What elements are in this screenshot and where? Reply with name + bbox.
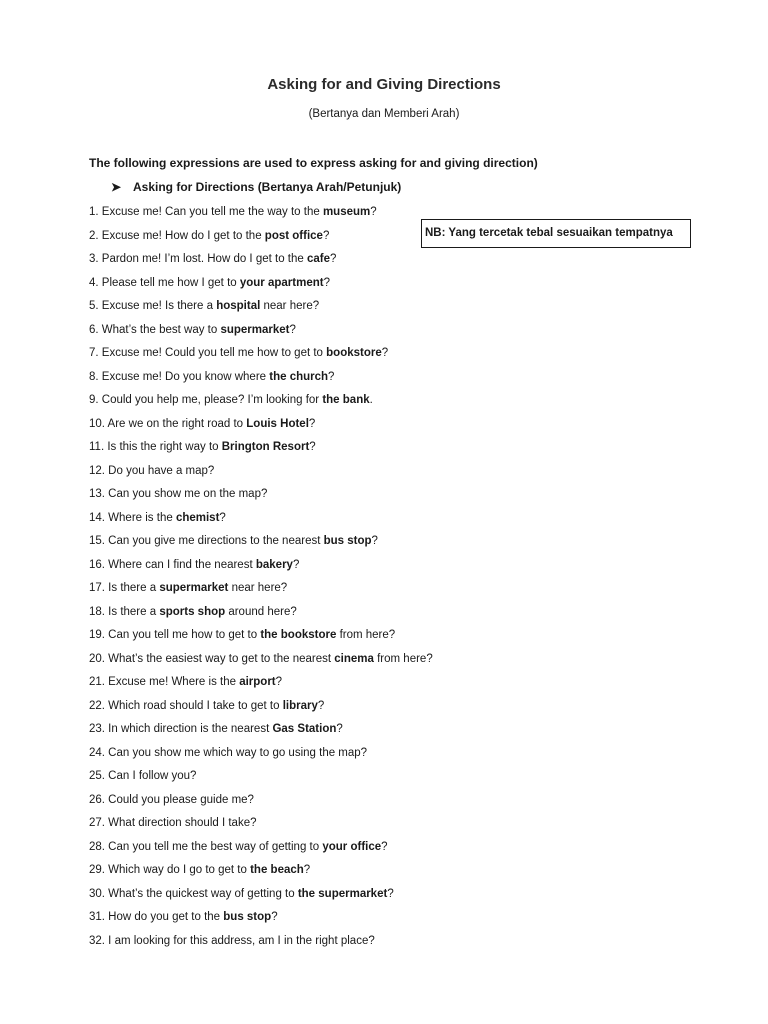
list-item-text: .	[369, 394, 373, 406]
list-item-text: 9. Could you help me, please? I’m looking for	[89, 394, 323, 406]
list-item-text: 32. I am looking for this address, am I in the right place?	[89, 934, 375, 947]
list-item-bold-text: your office	[322, 840, 382, 853]
list-item	[89, 201, 433, 225]
list-item-bold-text: the church	[269, 370, 329, 383]
list-item-text: 20. What’s the easiest way to get to the nearest	[89, 652, 335, 665]
note-box: NB: Yang tercetak tebal sesuaikan tempatnya	[421, 219, 691, 248]
list-item	[89, 671, 433, 695]
list-item-text: 22. Which road should I take to get to	[89, 699, 283, 712]
list-item-text: ?	[336, 723, 343, 735]
list-item-text: 4. Please tell me how I get to	[89, 276, 240, 289]
list-item-text: ?	[219, 511, 226, 524]
list-item-bold-text: Gas Station	[272, 723, 337, 735]
list-item-text: 27. What direction should I take?	[89, 817, 257, 829]
list-item-text: 13. Can you show me on the map?	[89, 488, 268, 500]
list-item-text: ?	[387, 887, 394, 900]
list-item-text: 23. In which direction is the nearest	[89, 723, 273, 735]
list-item-text: 24. Can you show me which way to go using the map?	[89, 746, 368, 759]
list-item-text: ?	[271, 911, 278, 923]
list-item-text: 5. Excuse me! Is there a	[89, 300, 217, 312]
list-item-text: ?	[323, 276, 330, 289]
section-heading	[111, 180, 401, 194]
list-item-text: ?	[292, 558, 300, 571]
list-item-text: ?	[322, 229, 330, 242]
list-item-text: 21. Excuse me! Where is the	[89, 676, 240, 688]
list-item-text: ?	[371, 535, 378, 547]
list-item-bold-text: post office	[264, 229, 323, 242]
intro-paragraph: The following expressions are used to express asking for and giving direction)	[89, 156, 538, 170]
list-item-text: 16. Where can I find the nearest	[89, 558, 256, 571]
list-item	[89, 577, 433, 601]
list-item-text: ?	[309, 441, 316, 453]
list-item	[89, 624, 433, 648]
list-item-bold-text: the beach	[250, 864, 304, 876]
list-item-text: ?	[381, 840, 388, 853]
list-item	[89, 507, 433, 531]
list-item-text: 11. Is this the right way to	[89, 441, 222, 453]
list-item-text: 8. Excuse me! Do you know where	[89, 370, 270, 383]
list-item-bold-text: chemist	[175, 511, 220, 524]
list-item-text: 28. Can you tell me the best way of getting to	[89, 840, 323, 853]
list-item-text: 12. Do you have a map?	[89, 464, 215, 477]
list-item	[89, 859, 433, 883]
list-item	[89, 530, 433, 554]
list-item-text: 18. Is there a	[89, 605, 160, 618]
list-item-text: 3. Pardon me! I’m lost. How do I get to the	[89, 253, 307, 265]
list-item	[89, 930, 433, 954]
list-item-text: 17. Is there a	[89, 582, 160, 594]
list-item	[89, 742, 433, 766]
list-item-bold-text: airport	[239, 676, 276, 688]
list-item-bold-text: museum	[322, 206, 371, 218]
list-item	[89, 413, 433, 437]
list-item-text: near here?	[228, 582, 288, 594]
list-item	[89, 812, 433, 836]
list-item-text: ?	[370, 206, 377, 218]
list-item-bold-text: supermarket	[159, 582, 229, 594]
list-item-bold-text: your apartment	[239, 276, 324, 289]
list-item-bold-text: bus stop	[323, 535, 372, 547]
list-item	[89, 225, 433, 249]
list-item	[89, 836, 433, 860]
list-item-text: from here?	[373, 652, 433, 665]
list-item-bold-text: Louis Hotel	[246, 417, 309, 430]
list-item	[89, 601, 433, 625]
list-item	[89, 765, 433, 789]
list-item	[89, 319, 433, 343]
arrow-bullet-icon: ➤	[111, 180, 122, 194]
list-item	[89, 342, 433, 366]
list-item	[89, 906, 433, 930]
list-item-text: 7. Excuse me! Could you tell me how to get to	[89, 347, 327, 359]
list-item-bold-text: bus stop	[223, 911, 272, 923]
list-item	[89, 718, 433, 742]
list-item-bold-text: bookstore	[326, 347, 382, 359]
list-item-bold-text: cinema	[334, 652, 374, 665]
list-item	[89, 695, 433, 719]
list-item-bold-text: the bookstore	[260, 629, 337, 641]
list-item-text: ?	[381, 347, 389, 359]
document-subtitle: (Bertanya dan Memberi Arah)	[308, 108, 460, 120]
list-item-bold-text: library	[282, 699, 318, 712]
list-item	[89, 248, 433, 272]
list-item-text: 19. Can you tell me how to get to	[89, 629, 261, 641]
list-item-text: 25. Can I follow you?	[89, 770, 197, 782]
list-item-text: ?	[317, 699, 325, 712]
list-item-text: 15. Can you give me directions to the nearest	[89, 535, 324, 547]
list-item	[89, 648, 433, 672]
list-item-text: 26. Could you please guide me?	[89, 793, 254, 806]
list-item	[89, 483, 433, 507]
expression-list	[89, 201, 433, 953]
list-item-text: 1. Excuse me! Can you tell me the way to the	[89, 206, 323, 218]
list-item-text: ?	[328, 370, 335, 383]
list-item	[89, 460, 433, 484]
list-item-text: 31. How do you get to the	[89, 911, 224, 923]
list-item-text: from here?	[336, 629, 396, 641]
list-item-bold-text: hospital	[216, 300, 261, 312]
list-item	[89, 389, 433, 413]
list-item-bold-text: the bank	[322, 394, 370, 406]
list-item	[89, 272, 433, 296]
list-item	[89, 789, 433, 813]
list-item-text: ?	[289, 323, 296, 336]
list-item	[89, 883, 433, 907]
list-item	[89, 366, 433, 390]
list-item-text: ?	[275, 676, 283, 688]
list-item-text: 29. Which way do I go to get to	[89, 864, 251, 876]
list-item	[89, 436, 433, 460]
list-item	[89, 554, 433, 578]
list-item-text: 6. What’s the best way to	[89, 323, 221, 336]
list-item-bold-text: cafe	[306, 253, 330, 265]
list-item-text: ?	[303, 864, 311, 876]
list-item-text: 14. Where is the	[89, 511, 176, 524]
list-item-bold-text: sports shop	[159, 605, 226, 618]
list-item-text: 2. Excuse me! How do I get to the	[89, 229, 265, 242]
list-item-bold-text: supermarket	[220, 323, 290, 336]
list-item-bold-text: Brington Resort	[221, 441, 310, 453]
list-item-text: 10. Are we on the right road to	[89, 417, 247, 430]
list-item-bold-text: bakery	[255, 558, 293, 571]
list-item-text: 30. What’s the quickest way of getting to	[89, 887, 298, 900]
list-item-text: ?	[308, 417, 316, 430]
list-item-bold-text: the supermarket	[297, 887, 388, 900]
section-heading-text: Asking for Directions (Bertanya Arah/Petunjuk)	[133, 180, 402, 194]
list-item-text: near here?	[260, 300, 320, 312]
list-item-text: ?	[330, 253, 337, 265]
list-item-text: around here?	[225, 605, 297, 618]
document-title: Asking for and Giving Directions	[267, 76, 501, 93]
list-item	[89, 295, 433, 319]
